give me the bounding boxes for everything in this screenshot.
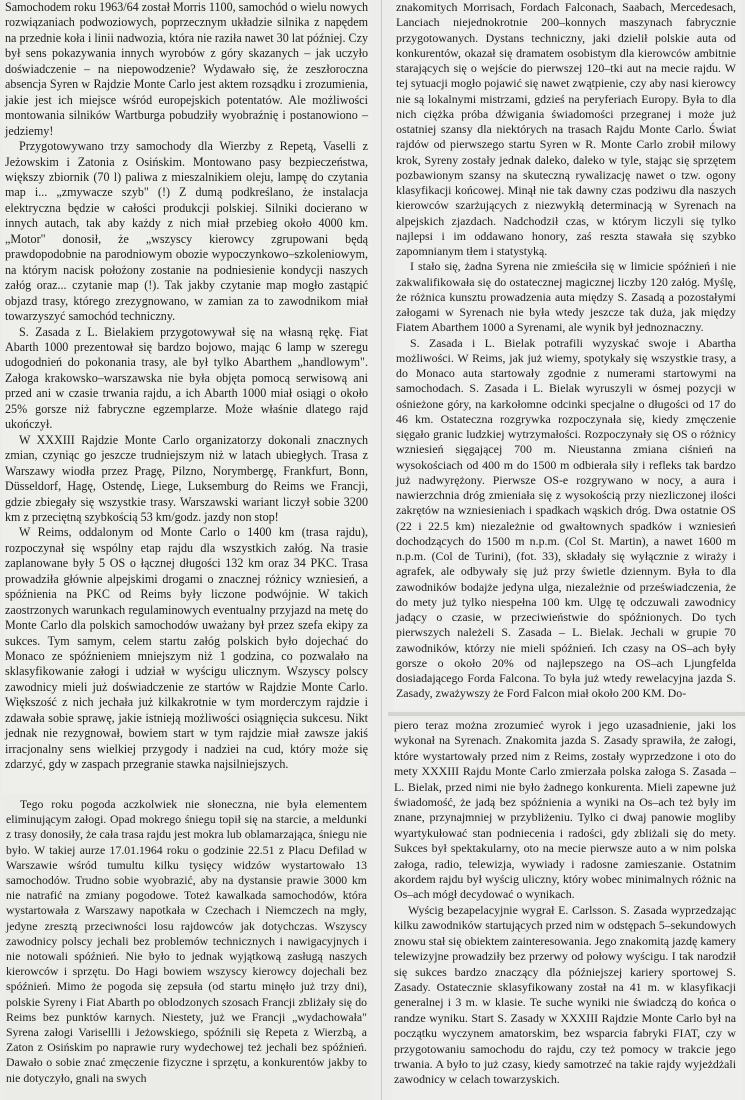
paragraph: I stało się, żadna Syrena nie zmieściła się w limicie spóźnień i nie zakwalifikowała się do ostatecznej magicznej liczby 120 załóg. Myślę, że różnica kunsztu prowadzenia auta między S. Zasadą a pozostałymi załogami w Syrenach nie była wtedy jeszcze tak duża, jak między Fiatem Abarthem 1000 a Syrenami, ale wynik był jednoznaczny.: [396, 259, 736, 335]
paragraph: znakomitych Morrisach, Fordach Falconach, Saabach, Mercedesach, Lanciach niejednokrotnie 200–konnych maszynach fabrycznie przygotowanych. Dystans techniczny, jaki dzielił polskie auta od konkurentów, okazał się dramatem osobistym dla kierowców ambitnie starających się o wejście do pierwszej 120–tki aut na mecie rajdu. W tej sytuacji mogło pojawić się nawet zwątpienie, czy aby nasi kierowcy nie są lokalnymi mistrzami, gdzieś na peryferiach Europy. Była to dla nich ciężka próba dźwigania świadomości przegranej i może już ostatniej szansy dla niektórych na trasach Rajdu Monte Carlo. Świat rajdów od pierwszego startu Syren w R. Monte Carlo zrobił milowy krok, Syreny zostały jednak daleko, daleko w tyle, stając się sprzętem pozbawionym szansy na skuteczną rywalizację nawet o tzw. ogony klasyfikacji końcowej. Minął nie tak dawny czas podziwu dla naszych kierowców szarżujących z niezwykłą determinacją w Syrenach na alpejskich zjazdach. Nadchodził czas, w którym liczyli się tylko najlepsi i im oddawano honory, zaś reszta stawała się szybko zapomnianym tłem i statystyką.: [396, 0, 736, 258]
article-clipping-right-bottom: [392, 718, 742, 1100]
article-clipping-left-top: [3, 0, 372, 793]
paragraph: Wyścig bezapelacyjnie wygrał E. Carlsson. S. Zasada wyprzedzając kilku zawodników startujących przed nim w odstępach 5–sekundowych znowu stał się obiektem zainteresowania. Jego znakomitą jazdę kamery telewizyjne prowadziły bez przerwy od połowy wyścigu. I tak narodził się sukces bardzo znaczący dla późniejszej kariery sportowej S. Zasady. Ostatecznie sklasyfikowany został na 41 m. w klasyfikacji generalnej i 3 m. w klasie. Te suche wyniki nie świadczą do końca o randze wyniku. Start S. Zasady w XXXIII Rajdzie Monte Carlo był na początku wyczynem amatorskim, bez wsparcia fabryki FIAT, czy w przygotowaniu samochodu do rajdu, czy też pomocy w trakcie jego trwania. A było to już czasy, kiedy samotrzeć na takie rajdy wyjeżdżali zawodnicy w celach towarzyskich.: [394, 902, 736, 1087]
paragraph: Przygotowywano trzy samochody dla Wierzby z Repetą, Vaselli z Jeżowskim i Zatonia z Osińskim. Montowano pasy bezpieczeństwa, większy zbiornik (70 l) paliwa z mieszalnikiem oleju, lampę do czytania map i... „zmywacze szyb" (!) Z dumą podkreślano, że instalacja elektryczna będzie w całości produkcji polskiej. Silniki docierano w innych autach, tak aby każdy z nich miał przebieg około 4000 km. „Motor" donosił, że „wszyscy kierowcy zgrupowani będą prawdopodobnie na parodniowym obozie wypoczynkowo–szkoleniowym, na którym nacisk położony zostanie na podniesienie kondycji naszych załóg oraz... czytanie map (!). Tak jakby czytanie map mogło zastąpić objazd trasy, którego zrezygnowano, w zamian za to zawodnikom miał towarzyszyć samochód techniczny.: [5, 139, 368, 324]
paragraph: Tego roku pogoda aczkolwiek nie słoneczna, nie była elementem eliminującym załogi. Opad mokrego śniegu topił się na starcie, a meldunki z trasy donosiły, że cała trasa rajdu jest mokra lub oblamarzająca, śniegu nie było. W takiej aurze 17.01.1964 roku o godzinie 22.51 z Placu Defilad w Warszawie wśród tumultu kilku tysięcy widzów wystartowało 13 samochodów. Trudno sobie wyobrazić, aby na dystansie prawie 3000 km nie natrafić na zmiany pogodowe. Toteż kawalkada samochodów, która wystartowała z Warszawy napotkała w Czechach i Niemczech na mgły, jedyne zresztą przeciwności losu rajdowców jak dotychczas. Wszyscy zawodnicy polscy jechali bez problemów technicznych i nawigacyjnych i nie notowali spóźnień. Nie było to jednak wyjątkową zasługą naszych kierowców i sprzętu. Do Hagi bowiem wszyscy kierowcy dojechali bez spóźnień. Mimo że pogoda się zepsuła (od startu minęło już trzy dni), polskie Syreny i Fiat Abarth po oblodzonych szosach Francji zbliżały się do Reims bez punktów karnych. Niestety, już we Francji „wydachowała" Syrena załogi Varisellli i Jeżowskiego, spóźnili się Repeta z Wierzbą, a Zaton z Osińskim po naprawie rury wydechowej też jechali bez spóźnień. Dawało o sobie znać zmęczenie fizyczne i sprzętu, a konkurentów jakby to nie dotyczyło, gnali na swych: [6, 797, 367, 1085]
paragraph: Samochodem roku 1963/64 został Morris 1100, samochód o wielu nowych rozwiązaniach podwoziowych, poprzecznym układzie silnika z napędem na przednie koła i linii nadwozia, która nie raziła nawet 30 lat później. Czy był sens pokazywania innych wyrobów z góry skazanych – jak uczyło doświadczenie – na niepowodzenie? Wydawało się, że zeszłoroczna absencja Syren w Rajdzie Monte Carlo jest aktem rozsądku i zrozumienia, jakie jest ich miejsce wśród europejskich potentatów. Ale możliwości montowania silników Wartburga pobudziły wyobraźnię i postanowiono – jedziemy!: [5, 0, 369, 138]
clipping-edge: [388, 712, 745, 716]
article-clipping-left-bottom: [4, 795, 371, 1100]
paragraph: W Reims, oddalonym od Monte Carlo o 1400 km (trasa rajdu), rozpoczynał się wspólny etap rajdu dla wszystkich załóg. Na trasie zaplanowane były 5 OS o łącznej długości 132 km oraz 34 PKC. Trasa prowadziła głównie alpejskimi drogami o znacznej różnicy wzniesień, a spóźnienia na PKC od Reims były liczone podwójnie. W takich zaostrzonych warunkach regulaminowych eventualny przyjazd na metę do Monte Carlo dla polskich samochodów uważany był przez szefa ekipy za sukces. Tym samym, celem startu załóg polskich było dojechać do Monaco ze spóźnieniem mniejszym niż 1 godzina, co pozwalało na sklasyfikowanie załogi i udział w wyścigu ulicznym. Wszyscy polscy zawodnicy mieli już doświadczenie ze startów w Rajdzie Monte Carlo. Większość z nich jechała już kilkakrotnie w tym morderczym rajdzie i zdawała sobie sprawę, jakie istnieją możliwości osiągnięcia sukcesu. Nikt jednak nie rezygnował, bowiem start w tym rajdzie miał zawsze jakiś irracjonalny sens wielkiej przygody i nadziei na cud, który może się zdarzyć, gdy w zaspach przegranie stawka najsilniejszych.: [5, 525, 368, 772]
paragraph: S. Zasada z L. Bielakiem przygotowywał się na własną rękę. Fiat Abarth 1000 prezentował się bardzo bojowo, mając 6 lamp w szeregu udogodnień do pokonania trasy, ale był tylko Abarthem „handlowym". Załoga krakowsko–warszawska nie była objęta pomocą serwisową ani przed ani w czasie trwania rajdu, a ich Abarth 1000 miał osiągi o około 25% gorsze niż fabryczne egzemplarze. Może właśnie dlatego rajd ukończył.: [5, 324, 368, 432]
paragraph: W XXXIII Rajdzie Monte Carlo organizatorzy dokonali znacznych zmian, czyniąc go jeszcze trudniejszym niż w latach ubiegłych. Trasa z Warszawy wiodła przez Pragę, Pilzno, Norymbergę, Frankfurt, Bonn, Düsseldorf, Hagę, Ostendę, Liege, Luksemburg do Reims we Francji, gdzie zbiegały się wszystkie trasy. Warszawski wariant liczył sobie 3200 km z przeciętną szybkością 53 km/godz. jazdy non stop!: [5, 432, 368, 524]
article-clipping-right-top: [394, 0, 742, 710]
paragraph: S. Zasada i L. Bielak potrafili wyzyskać swoje i Abartha możliwości. W Reims, jak już wiemy, spotykały się wszystkie trasy, a do Monaco auta startowały zgodnie z numerami startowymi na samochodach. S. Zasada i L. Bielak wyruszyli w ósmej pozycji w ośnieżone góry, na karkołomne odcinki specjalne o długości od 17 do 46 km. Ostateczna rozgrywka rozpoczynała się, kiedy zmęczenie sięgało granic ludzkiej wytrzymałości. Rozpoczynały się OS o różnicy wzniesień sięgającej 700 m. Nieustanna zmiana ciśnień na wysokościach od 400 m do 1500 m odbierała siły i refleks tak bardzo już nadwyrężony. Pierwsze OS-e rozgrywano w nocy, a aura i nawierzchnia dróg zmieniała się z wysokością przy niezliczonej ilości zakrętów na wzniesieniach i spadkach wąskich dróg. Dwa ostatnie OS (22 i 22.5 km) niezależnie od gwałtownych spadków i wzniesień dochodzących do 1500 m n.p.m. (Col St. Martin), a nawet 1600 m n.p.m. (Col de Turini), (fot. 33), składały się wyłącznie z wiraży i agrafek, ale odbywały się już przy świetle dziennym. Była to dla zawodników bodajże jedyna ulga, niezależnie od przeświadczenia, że do mety już tylko niespełna 100 km. Ulgę tę odczuwali zawodnicy jadący o czasie, w przeciwieństwie do spóźnionych. Do tych pierwszych należeli S. Zasada – L. Bielak. Jechali w grupie 70 zawodników, którzy nie mieli spóźnień. Ich czasy na OS–ach były gorsze o około 20% od najlepszego na OS–ach Ljungfelda dosiadającego Forda Falcona. To była już wtedy rewelacyjna jazda S. Zasady, zważywszy że Ford Falcon miał około 200 KM. Do-: [396, 335, 736, 701]
paragraph: piero teraz można zrozumieć wyrok i jego uzasadnienie, jaki los wykonał na Syrenach. Znakomita jazda S. Zasady sprawiła, że załogi, które wystartowały przed nim z Reims, zostały wyprzedzone i oto do mety XXXIII Rajdu Monte Carlo zmierzała polska załoga S. Zasada – L. Bielak, przed nimi nie było żadnego konkurenta. Mieli zapewne już świadomość, że jadą bez spóźnienia a wyniki na Os–ach też były im znane, przynajmniej w przybliżeniu. Tylko ci dwaj panowie mogliby wyartykułować stan podniecenia i radości, gdy zbliżali się do mety. Sukces był spektakularny, oto na mecie pierwsze auto a w nim polska załoga, radio, telewizja, wywiady i radosne zamieszanie. Ostatnim akordem rajdu był wyścig uliczny, który wobec minimalnych różnic na Os–ach mógł decydować o wynikach.: [394, 718, 736, 902]
column-divider: [381, 0, 382, 1100]
